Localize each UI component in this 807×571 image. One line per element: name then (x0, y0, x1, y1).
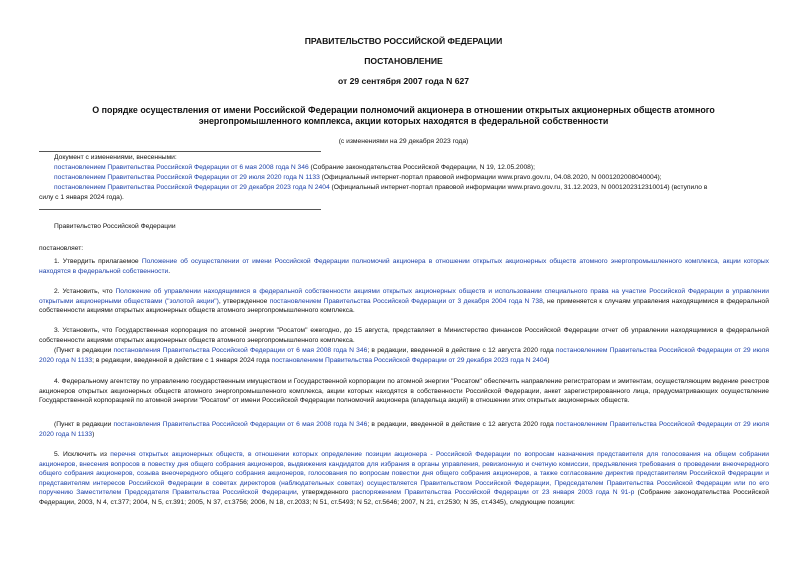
order-91r-link[interactable]: распоряжением Правительства Российской Федерации от 23 января 2003 года N 91-р (351, 489, 635, 497)
decree-738-link[interactable]: постановлением Правительства Российской Федерации от 3 декабря 2004 года N 738 (269, 297, 543, 305)
paragraph-3-note: (Пункт в редакции постановления Правительства Российской Федерации от 6 мая 2008 года N 346; в редакции, введенной в действие с 12 августа 2020 года постановлением Правительства Российской Федерации от 29 июля 2020 года N 1133; в редакции, введенной в действие с 1 января 2024 года постановлением Правительства Российской Федерации от 29 декабря 2023 года N 2404) (39, 347, 769, 364)
issuer: Правительство Российской Федерации (54, 223, 176, 230)
amendment-link[interactable]: постановлением Правительства Российской Федерации от 6 мая 2008 года N 346 (54, 164, 309, 171)
decree-1133-link[interactable]: постановлением Правительства Российской Федерации от 29 июля 2020 года N 1133 (39, 347, 769, 364)
paragraph-2: 2. Установить, что Положение об управлении находящимися в федеральной собственности акциями открытых акционерных обществ и использовании специального права на участие Российской Федерации в управлении открытыми акционерными обществами ("золотой акции"), утвержденное постановлением Правительства Российской Федерации от 3 декабря 2004 года N 738, не применяется к случаям управления находящимися в федеральной собственности акциями открытых акционерных обществ атомного энергопромышленного комплекса. (39, 288, 769, 315)
divider-top (39, 151, 321, 152)
paragraph-3: 3. Установить, что Государственная корпорация по атомной энергии "Росатом" ежегодно, до 15 августа, представляет в Министерство финансов Российской Федерации отчет об управлении находящимися в федеральной собственности акциями открытых акционерных обществ атомного энергопромышленного комплекса. (39, 327, 769, 344)
amendment-source: (Официальный интернет-портал правовой информации www.pravo.gov.ru, 04.08.2020, N 0001202008040004); (319, 174, 662, 181)
document-type: ПОСТАНОВЛЕНИЕ (364, 56, 443, 66)
decree-2404-link[interactable]: постановлением Правительства Российской Федерации от 29 декабря 2023 года N 2404 (271, 356, 548, 364)
paragraph-4-note: (Пункт в редакции постановления Правительства Российской Федерации от 6 мая 2008 года N 346; в редакции, введенной в действие с 12 августа 2020 года постановлением Правительства Российской Федерации от 29 июля 2020 года N 1133) (39, 421, 769, 438)
amendment-link[interactable]: постановлением Правительства Российской Федерации от 29 июля 2020 года N 1133 (54, 174, 320, 181)
company-list-link[interactable]: перечня открытых акционерных обществ, в отношении которых определение позиции акционера - Российской Федерации по вопросам назначения представителя для голосования на общем собрании акционеров, внесения вопросов в повестку дня общего собрания акционеров, выдвижения кандидатов для избрания в органы управления, ревизионную и счетную комиссии, предъявления требования о проведении внеочередного общего собрания акционеров, созыва внеочередного общего собрания акционеров, голосования по вопросам повестки дня общего собрания акционеров, а также согласование директив представителям Российской Федерации и представителям интересов Российской Федерации в советах директоров (наблюдательных советах) осуществляется Правительством Российской Федерации, Председателем Правительства Российской Федерации или по его поручению Заместителем Председателя Правительства Российской Федерации (39, 451, 769, 497)
revision-note: (с изменениями на 29 декабря 2023 года) (338, 138, 469, 145)
amendment-source: (Собрание законодательства Российской Федерации, N 19, 12.05.2008); (308, 164, 535, 171)
document-title: О порядке осуществления от имени Российской Федерации полномочий акционера в отношении открытых акционерных обществ атомного энергопромышленного комплекса, акции которых находятся в федеральной собственности (92, 105, 715, 126)
amendment-source: (Официальный интернет-портал правовой информации www.pravo.gov.ru, 31.12.2023, N 0001202312310014) (вступило в (329, 184, 708, 191)
decrees-word: постановляет: (39, 245, 84, 252)
paragraph-4: 4. Федеральному агентству по управлению государственным имуществом и Государственной корпорации по атомной энергии "Росатом" обеспечить направление регистраторам и эмитентам, осуществляющим ведение реестров акционеров открытых акционерных обществ атомного энергопромышленного комплекса, акции которых находятся в собственности Российской Федерации, анкет зарегистрированного лица, предусматривающих осуществление Государственной корпорацией по атомной энергии "Росатом" от имени Российской Федерации полномочий акционера (владельца акций) в отношении этих открытых акционерных обществ. (39, 378, 769, 405)
golden-share-regulation-link[interactable]: Положение об управлении находящимися в федеральной собственности акциями открытых акционерных обществ и использовании специального права на участие Российской Федерации в управлении открытыми акционерными обществами ("золотой акции") (39, 288, 769, 305)
document-date-number: от 29 сентября 2007 года N 627 (337, 76, 470, 86)
amendments-intro: Документ с изменениями, внесенными: (54, 154, 177, 161)
amendment-item (54, 163, 535, 173)
amendment-continuation: силу с 1 января 2024 года). (39, 194, 124, 201)
amendment-item (54, 173, 662, 183)
paragraph-5: 5. Исключить из перечня открытых акционерных обществ, в отношении которых определение позиции акционера - Российской Федерации по вопросам назначения представителя для голосования на общем собрании акционеров, внесения вопросов в повестку дня общего собрания акционеров, выдвижения кандидатов для избрания в органы управления, ревизионную и счетную комиссии, предъявления требования о проведении внеочередного общего собрания акционеров, созыва внеочередного общего собрания акционеров, голосования по вопросам повестки дня общего собрания акционеров, а также согласование директив представителям Российской Федерации и представителям интересов Российской Федерации в советах директоров (наблюдательных советах) осуществляется Правительством Российской Федерации, Председателем Правительства Российской Федерации или по его поручению Заместителем Председателя Правительства Российской Федерации, утвержденного распоряжением Правительства Российской Федерации от 23 января 2003 года N 91-р (Собрание законодательства Российской Федерации, 2003, N 4, ст.377; 2004, N 5, ст.391; 2005, N 37, ст.3756; 2006, N 18, ст.2033; N 51, ст.5493; N 52, ст.5646; 2007, N 21, ст.2530; N 35, ст.4345), следующие позиции: (39, 451, 769, 506)
amendment-item (54, 183, 707, 193)
decree-1133-link[interactable]: постановлением Правительства Российской Федерации от 29 июля 2020 года N 1133 (39, 421, 769, 438)
decree-346-link[interactable]: постановления Правительства Российской Федерации от 6 мая 2008 года N 346 (113, 347, 368, 354)
divider-bottom (39, 209, 321, 210)
regulation-link[interactable]: Положение об осуществлении от имени Российской Федерации полномочий акционера в отношении открытых акционерных обществ атомного энергопромышленного комплекса, акции которых находятся в федеральной собственности (39, 258, 769, 275)
decree-346-link[interactable]: постановления Правительства Российской Федерации от 6 мая 2008 года N 346 (113, 421, 368, 428)
government-heading: ПРАВИТЕЛЬСТВО РОССИЙСКОЙ ФЕДЕРАЦИИ (304, 36, 503, 46)
paragraph-1: 1. Утвердить прилагаемое Положение об осуществлении от имени Российской Федерации полномочий акционера в отношении открытых акционерных обществ атомного энергопромышленного комплекса, акции которых находятся в федеральной собственности. (39, 258, 769, 275)
amendment-link[interactable]: постановлением Правительства Российской Федерации от 29 декабря 2023 года N 2404 (54, 184, 330, 191)
